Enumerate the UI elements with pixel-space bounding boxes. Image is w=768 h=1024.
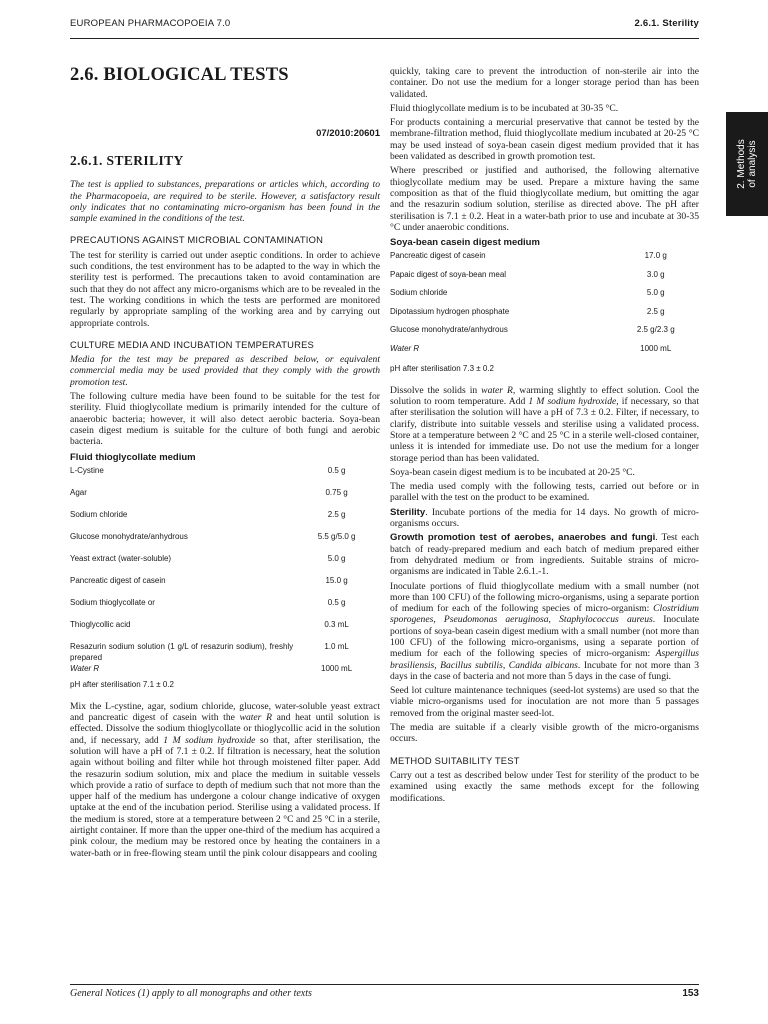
sterility-paragraph — [390, 507, 699, 530]
soya-incubation-paragraph: Soya-bean casein digest medium is to be incubated at 20-25 °C. — [390, 466, 635, 478]
mixing-paragraph — [70, 701, 380, 859]
precautions-heading: PRECAUTIONS AGAINST MICROBIAL CONTAMINATION — [70, 234, 324, 246]
sterility-label: Sterility — [390, 506, 426, 518]
header-publication: EUROPEAN PHARMACOPOEIA 7.0 — [70, 18, 231, 29]
ingredient-amount: 3.0 g — [646, 269, 665, 279]
table-row — [70, 553, 380, 575]
ingredient-name: Resazurin sodium solution (1 g/L of resazurin sodium), freshly prepared — [70, 641, 294, 663]
ingredient-name: Sodium chloride — [70, 509, 128, 519]
ingredient-amount: 2.5 g — [327, 509, 346, 519]
suitability-paragraph: The media are suitable if a clearly visible growth of the micro-organisms occurs. — [390, 722, 699, 745]
ingredient-name: Sodium chloride — [390, 288, 448, 298]
continuation-paragraph: quickly, taking care to prevent the introduction of non-sterile air into the container. Do not use the medium for a longer storage period than has been validated. — [390, 66, 699, 100]
ingredient-name: Glucose monohydrate/anhydrous — [70, 531, 188, 541]
ingredient-amount: 1000 mL — [321, 664, 353, 674]
side-tab-label — [736, 112, 758, 216]
side-tab-line1: 2. Methods — [736, 139, 747, 189]
fluid-medium-table — [70, 465, 380, 678]
reference-code: 07/2010:20601 — [316, 128, 380, 139]
table-row — [70, 509, 380, 531]
ingredient-amount: 17.0 g — [644, 251, 667, 261]
inoculation-text-a: Inoculate portions of fluid thioglycollate medium with a small number (not more than 100 CFU) of the following micro-organisms, using a separate portion of medium for each of the following species of micro-organism: — [390, 580, 699, 615]
page-number: 153 — [682, 988, 699, 999]
ingredient-name: Pancreatic digest of casein — [390, 251, 486, 261]
running-header — [70, 18, 699, 34]
mixing-text-3: so that, after sterilisation, the solution will have a pH of 7.1 ± 0.2. If filtration is necessary, heat the solution again without boiling and filter while hot through moistened filter paper. Add the resazurin sodium solution, mix and place the medium in suitable vessels which provide a ratio of surface to depth of medium such that not more than the upper half of the medium has undergone a colour change indicative of oxygen uptake at the end of the incubation period. Sterilise using a validated process. If the medium is stored, store at a temperature between 2 °C and 25 °C in a sterile, airtight container. If more than the upper one-third of the medium has acquired a pink colour, the medium may be restored once by heating the containers in a water-bath or in free-flowing steam until the pink colour disappears and cooling — [70, 734, 380, 859]
method-suitability-paragraph: Carry out a test as described below under Test for sterility of the product to be examined using exactly the same methods except for the following modifications. — [390, 769, 699, 804]
ingredient-name: Pancreatic digest of casein — [70, 575, 166, 585]
table-row — [70, 663, 380, 677]
ingredient-amount: 0.5 g — [327, 465, 346, 475]
species-list-2: Aspergillus brasiliensis, Bacillus subtilis, Candida albicans — [390, 648, 699, 671]
header-section: 2.6.1. Sterility — [634, 18, 699, 29]
ingredient-amount: 2.5 g — [646, 306, 665, 316]
growth-promotion-text: . Test each batch of ready-prepared medium and each batch of medium prepared either from dehydrated medium or from ingredients. Suitable strains of micro-organisms are indicated in Table 2.6.1.-1. — [390, 532, 699, 578]
soya-text-a: Dissolve the solids in — [390, 384, 482, 396]
alternative-medium-paragraph: Where prescribed or justified and authorised, the following alternative thioglycollate medium may be used. Prepare a mixture having the same composition as that of the fluid thioglycollate medium, but omitting the agar and the resazurin sodium solution, sterilise as directed above. The pH after sterilisation is 7.1 ± 0.2. Heat in a water-bath prior to use and incubate at 30-35 °C under anaerobic conditions. — [390, 165, 699, 233]
ingredient-amount: 0.5 g — [327, 597, 346, 607]
soya-medium-table — [390, 250, 699, 361]
growth-promotion-label: Growth promotion test of aerobes, anaerobes and fungi — [390, 532, 656, 544]
table-row — [390, 287, 699, 306]
ingredient-name: Water R — [390, 343, 420, 353]
ingredient-name: Water R — [70, 664, 100, 674]
soya-ph-note: pH after sterilisation 7.3 ± 0.2 — [390, 364, 494, 374]
soya-naoh-ref: 1 M sodium hydroxide — [528, 396, 617, 408]
header-rule — [70, 38, 699, 39]
mixing-text-1: Mix the L-cystine, agar, sodium chloride, glucose, water-soluble yeast extract and pancreatic digest of casein with the — [70, 700, 380, 724]
ingredient-amount: 2.5 g/2.3 g — [636, 325, 675, 335]
ingredient-name: Agar — [70, 487, 87, 497]
table-row — [70, 597, 380, 619]
soya-medium-title: Soya-bean casein digest medium — [390, 237, 540, 249]
sterility-text: . Incubate portions of the media for 14 days. No growth of micro-organisms occurs. — [390, 506, 699, 530]
growth-promotion-paragraph — [390, 532, 699, 577]
table-row — [70, 641, 380, 664]
culture-heading: CULTURE MEDIA AND INCUBATION TEMPERATURES — [70, 338, 314, 350]
seed-lot-paragraph: Seed lot culture maintenance techniques (seed-lot systems) are used so that the viable micro-organisms used for inoculation are not more than 5 passages removed from the original master seed-lot. — [390, 685, 699, 719]
fluid-ph-note: pH after sterilisation 7.1 ± 0.2 — [70, 680, 174, 690]
table-row — [390, 343, 699, 362]
mercurial-paragraph: For products containing a mercurial preservative that cannot be tested by the membrane-filtration method, fluid thioglycollate medium incubated at 20-25 °C may be used instead of soya-bean casein digest medium provided that it has been validated as described in growth promotion test. — [390, 117, 699, 163]
mixing-naoh-ref: 1 M sodium hydroxide — [163, 734, 256, 746]
ingredient-name: Dipotassium hydrogen phosphate — [390, 306, 510, 316]
intro-paragraph: The test is applied to substances, preparations or articles which, according to the Pharmacopoeia, are required to be sterile. However, a satisfactory result only indicates that no contaminating micro-organism has been found in the sample examined in the conditions of the test. — [70, 179, 380, 225]
media-tests-paragraph: The media used comply with the following tests, carried out before or in parallel with the test on the product to be examined. — [390, 481, 699, 504]
ingredient-amount: 0.75 g — [325, 487, 348, 497]
fluid-medium-title: Fluid thioglycollate medium — [70, 451, 196, 463]
table-row — [390, 269, 699, 288]
ingredient-name: Glucose monohydrate/anhydrous — [390, 325, 508, 335]
footer-rule — [70, 984, 699, 985]
table-row — [70, 465, 380, 487]
ingredient-name: L-Cystine — [70, 465, 104, 475]
ingredient-name: Papaic digest of soya-bean meal — [390, 269, 507, 279]
ingredient-amount: 15.0 g — [325, 575, 348, 585]
ingredient-amount: 1000 mL — [640, 343, 672, 353]
chapter-title: 2.6. BIOLOGICAL TESTS — [70, 65, 289, 85]
fluid-incubation-paragraph: Fluid thioglycollate medium is to be incubated at 30-35 °C. — [390, 102, 619, 114]
table-row — [70, 487, 380, 509]
mixing-text-2: and heat until solution is effected. Dissolve the sodium thioglycollate or thioglycollic acid in the solution and, if necessary, add — [70, 712, 380, 746]
ingredient-name: Sodium thioglycollate or — [70, 597, 155, 607]
soya-text-b: , warming slightly to effect solution. Cool the solution to room temperature. Add — [390, 384, 699, 408]
table-row — [390, 306, 699, 325]
ingredient-name: Thioglycollic acid — [70, 619, 131, 629]
section-title: 2.6.1. STERILITY — [70, 153, 184, 169]
soya-text-c: , if necessary, so that after sterilisation the solution will have a pH of 7.3 ± 0.2. Filter, if necessary, to clarify, distribute into suitable vessels and sterilise using a validated process. Store at a temperature between 2 °C and 25 °C in a sterile well-closed container, unless it is intended for immediate use. Do not use the medium for a longer storage period than has been validated. — [390, 396, 699, 464]
right-column — [390, 66, 699, 804]
footer-note: General Notices (1) apply to all monographs and other texts — [70, 988, 312, 999]
culture-paragraph: The following culture media have been found to be suitable for the test for sterility. Fluid thioglycollate medium is primarily intended for the culture of anaerobic bacteria; however, it will also detect aerobic bacteria. Soya-bean casein digest medium is suitable for the culture of both fungi and aerobic bacteria. — [70, 391, 380, 448]
table-row — [390, 250, 699, 269]
ingredient-amount: 5.5 g/5.0 g — [317, 531, 356, 541]
ingredient-amount: 5.0 g — [646, 288, 665, 298]
soya-preparation-paragraph — [390, 385, 699, 464]
soya-water-ref: water R — [481, 384, 513, 396]
table-row — [70, 619, 380, 641]
table-row — [390, 324, 699, 343]
culture-italic-paragraph: Media for the test may be prepared as described below, or equivalent commercial media may be used provided that they comply with the growth promotion test. — [70, 354, 380, 388]
left-column — [70, 64, 380, 859]
inoculation-text-b: . Inoculate portions of soya-bean casein digest medium with a small number (not more than 100 CFU) of the following micro-organisms, using a separate portion of medium for each of the following species of micro-organism: — [390, 614, 699, 660]
ingredient-amount: 5.0 g — [327, 553, 346, 563]
page-footer — [70, 988, 699, 1002]
ingredient-amount: 0.3 mL — [324, 619, 349, 629]
side-tab-line2: of analysis — [747, 140, 758, 188]
method-suitability-heading: METHOD SUITABILITY TEST — [390, 754, 520, 766]
table-row — [70, 531, 380, 553]
ingredient-name: Yeast extract (water-soluble) — [70, 553, 172, 563]
inoculation-text-c: . Incubate for not more than 3 days in the case of bacteria and not more than 5 days in the case of fungi. — [390, 659, 699, 682]
precautions-paragraph: The test for sterility is carried out under aseptic conditions. In order to achieve such conditions, the test environment has to be adapted to the way in which the sterility test is performed. The precautions taken to avoid contamination are such that they do not affect any micro-organisms which are to be revealed in the test. The working conditions in which the tests are performed are monitored regularly by appropriate sampling of the working area and by carrying out appropriate controls. — [70, 249, 380, 329]
mixing-water-ref: water R — [239, 712, 272, 724]
inoculation-paragraph — [390, 581, 699, 683]
species-list-1: Clostridium sporogenes, Pseudomonas aeruginosa, Staphylococcus aureus — [390, 603, 699, 626]
ingredient-amount: 1.0 mL — [324, 641, 349, 651]
table-row — [70, 575, 380, 597]
side-tab — [726, 112, 768, 216]
